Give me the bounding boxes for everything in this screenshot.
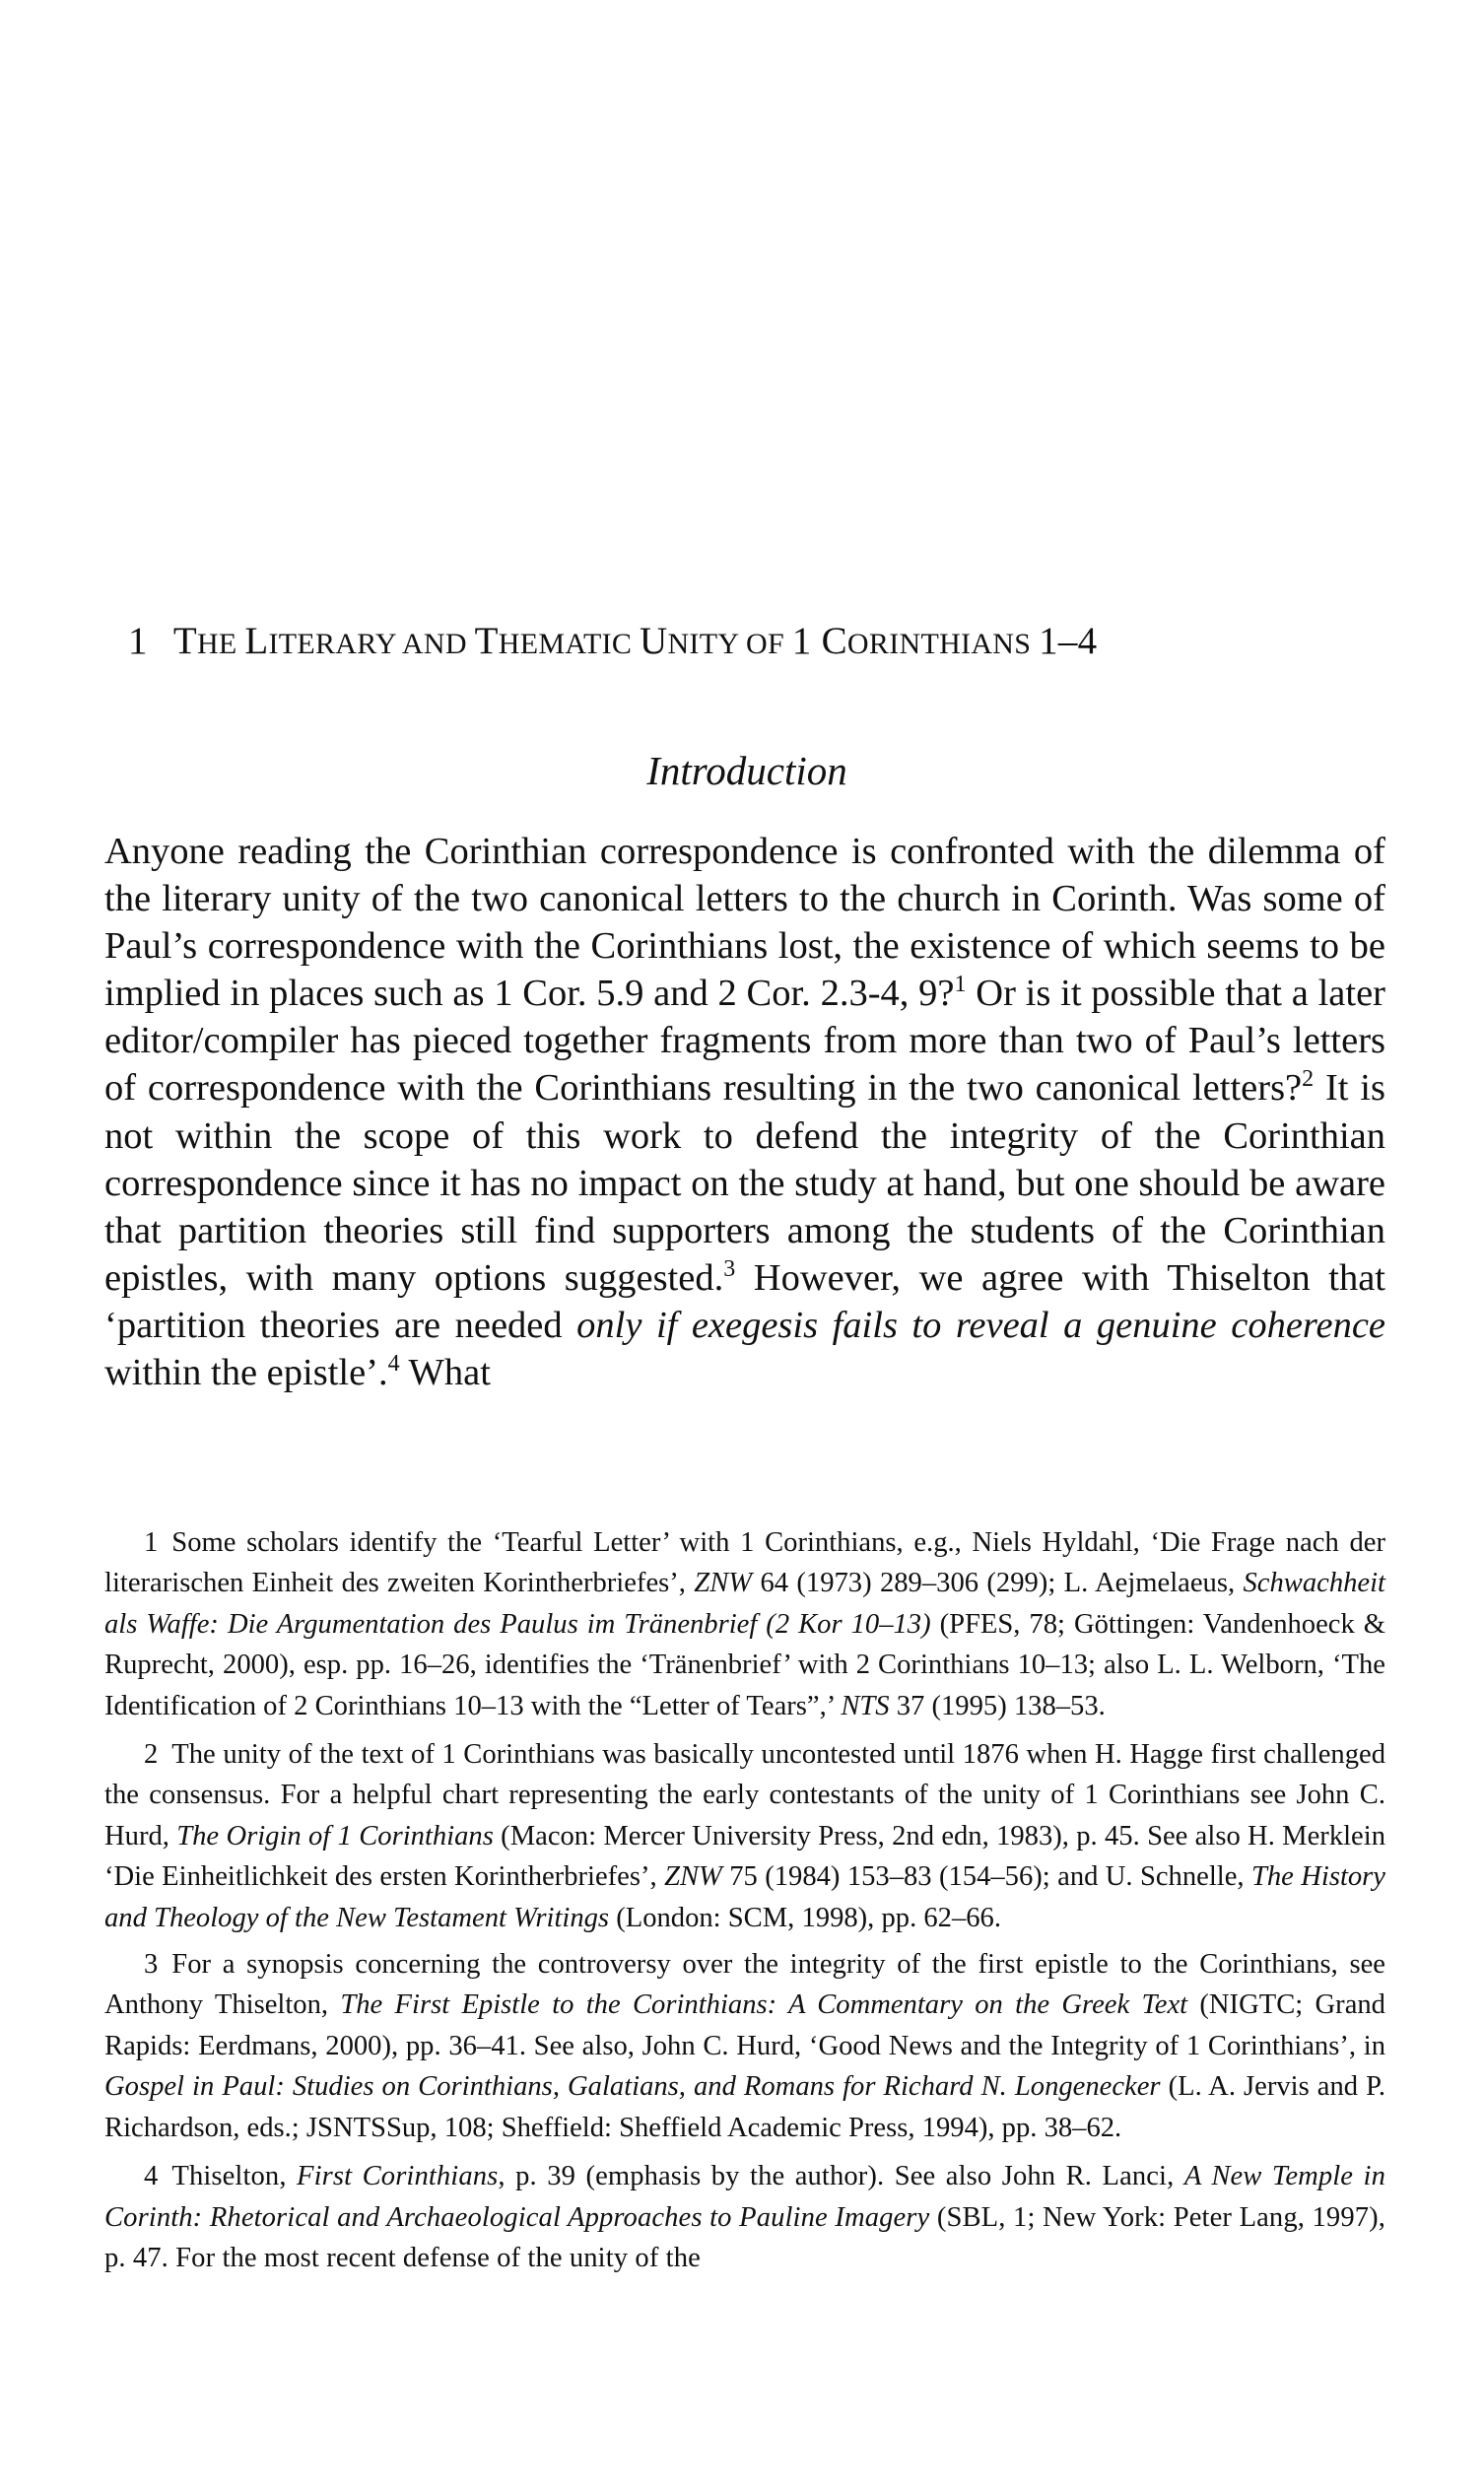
text-run: (SBL, 1; New York: Peter Lang, 1997), p. 47. For the most recent defense of the unity of the [104, 2201, 1385, 2273]
footnote-1 [104, 1522, 1385, 1726]
text-run: (PFES, 78; Göttingen: Vandenhoeck & Ruprecht, 2000), esp. pp. 16–26, identifies the ‘Tränenbrief’ with 2 Corinthians 10–13; also L. L. Welborn, ‘The Identification of 2 Corinthians 10–13 with the “Letter of Tears”,’ [104, 1608, 1385, 1721]
text-run: It is not within the scope of this work to defend the integrity of the Corinthian correspondence since it has no impact on the study at hand, but one should be aware that partition theories still find supporters among the students of the Corinthian epistles, with many options suggested. [104, 1067, 1385, 1299]
italic-text: First Corinthians [297, 2161, 499, 2192]
footnote-ref: 4 [387, 1351, 400, 1378]
footnote-number: 3 [144, 1949, 159, 1981]
chapter-title-part: T [172, 620, 197, 662]
chapter-title-part: HEMATIC [498, 628, 640, 660]
footnote-ref: 3 [723, 1256, 736, 1283]
text-run: (NIGTC; Grand Rapids: Eerdmans, 2000), pp. 36–41. See also, John C. Hurd, ‘Good News and the Integrity of 1 Corinthians’, in [104, 1989, 1385, 2061]
text-run: Anyone reading the Corinthian correspondence is confronted with the dilemma of the literary unity of the two canonical letters to the church in Corinth. Was some of Paul’s correspondence with the Corinthians lost, the existence of which seems to be implied in places such as 1 Cor. 5.9 and 2 Cor. 2.3-4, 9? [104, 831, 1385, 1015]
text-run: Thiselton, [171, 2161, 298, 2192]
text-run: 75 (1984) 153–83 (154–56); and U. Schnelle, [721, 1861, 1251, 1893]
text-run: 64 (1973) 289–306 (299); L. Aejmelaeus, [752, 1568, 1244, 1599]
italic-text: Gospel in Paul: Studies on Corinthians, Galatians, and Romans for Richard N. Longenecker [104, 2071, 1161, 2103]
footnote-4 [104, 2156, 1385, 2278]
italic-text: Schwachheit als Waffe: Die Argumentation des Paulus im Tränenbrief (2 Kor 10–13) [104, 1568, 1385, 1640]
chapter-number: 1 [128, 620, 148, 662]
text-run: 37 (1995) 138–53. [889, 1690, 1106, 1721]
footnotes [104, 1522, 1385, 2278]
italic-text: only if exegesis fails to reveal a genuine coherence [576, 1304, 1385, 1346]
text-run: The unity of the text of 1 Corinthians was basically uncontested until 1876 when H. Hagge first challenged the consensus. For a helpful chart representing the early contestants of the unity of 1 Corinthians see John C. Hurd, [104, 1739, 1385, 1852]
italic-text: NTS [841, 1690, 890, 1721]
chapter-title-part: 1 C [791, 620, 847, 662]
chapter-title-part: HE [196, 628, 245, 660]
footnote-ref: 1 [954, 972, 967, 998]
footnote-2 [104, 1734, 1385, 1938]
chapter-title-part: ORINTHIANS [846, 628, 1040, 660]
chapter-title-part: U [639, 620, 668, 662]
italic-text: The Origin of 1 Corinthians [176, 1820, 494, 1852]
footnote-3 [104, 1944, 1385, 2148]
footnote-number: 2 [144, 1739, 159, 1771]
chapter-title-part: L [244, 620, 269, 662]
italic-text: A New Temple in Corinth: Rhetorical and Archaeological Approaches to Pauline Imagery [104, 2161, 1385, 2233]
body-paragraph [104, 828, 1385, 1396]
chapter-title-part: ITERARY AND [268, 628, 475, 660]
italic-text: ZNW [694, 1568, 753, 1599]
italic-text: The First Epistle to the Corinthians: A Commentary on the Greek Text [340, 1989, 1188, 2021]
text-run: , p. 39 (emphasis by the author). See also John R. Lanci, [498, 2161, 1184, 2192]
text-run: (London: SCM, 1998), pp. 62–66. [609, 1902, 1002, 1933]
chapter-heading [128, 619, 1409, 663]
italic-text: The History and Theology of the New Testament Writings [104, 1861, 1386, 1933]
chapter-title-part: 1–4 [1039, 620, 1098, 662]
chapter-title-part: NITY OF [667, 628, 792, 660]
text-run: (Macon: Mercer University Press, 2nd edn, 1983), p. 45. See also H. Merklein ‘Die Einheitlichkeit des ersten Korintherbriefes’, [104, 1820, 1385, 1893]
text-run: Some scholars identify the ‘Tearful Letter’ with 1 Corinthians, e.g., Niels Hyldahl, ‘Die Frage nach der literarischen Einheit des zweiten Korintherbriefes’, [104, 1527, 1385, 1599]
footnote-number: 4 [144, 2161, 159, 2192]
text-run: However, we agree with Thiselton that ‘partition theories are needed [104, 1256, 1385, 1346]
footnote-number: 1 [144, 1527, 159, 1558]
text-run: For a synopsis concerning the controversy over the integrity of the first epistle to the Corinthians, see Anthony Thiselton, [104, 1949, 1385, 2021]
text-run: What [399, 1352, 491, 1394]
text-run: Or is it possible that a later editor/compiler has pieced together fragments from more than two of Paul’s letters of correspondence with the Corinthians resulting in the two canonical letters? [104, 973, 1386, 1110]
section-title: Introduction [646, 748, 847, 793]
chapter-title-part: T [474, 620, 499, 662]
text-run: within the epistle’. [104, 1352, 388, 1394]
chapter-title [173, 620, 1098, 662]
footnote-ref: 2 [1302, 1066, 1315, 1093]
italic-text: ZNW [664, 1861, 722, 1893]
text-run: (L. A. Jervis and P. Richardson, eds.; JSNTSSup, 108; Sheffield: Sheffield Academic Press, 1994), pp. 38–62. [104, 2071, 1385, 2143]
